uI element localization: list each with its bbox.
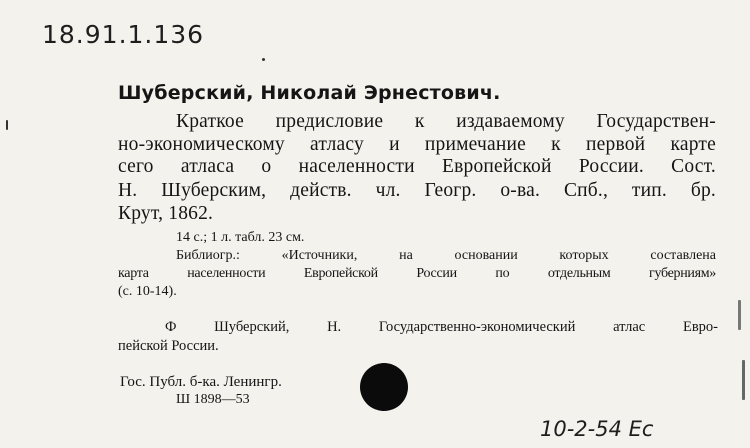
bibliography-text: карта населенности Европейской России по отдельным губерниям» [118, 266, 716, 281]
punch-hole [360, 363, 408, 411]
title-line [118, 134, 716, 156]
speck-mark [742, 360, 745, 400]
author-heading: Шуберский, Николай Эрнестович. [118, 82, 501, 104]
speck-mark [738, 300, 741, 330]
call-number: 18.91.1.136 [42, 20, 205, 49]
title-text: Краткое предисловие к издаваемому Государствен- [176, 111, 716, 132]
speck-mark [262, 58, 265, 61]
bibliography-note [176, 248, 716, 264]
speck-mark [6, 120, 8, 130]
reference-note: пейской России. [118, 338, 219, 354]
title-line [176, 111, 716, 133]
physical-description: 14 с.; 1 л. табл. 23 см. [176, 230, 305, 245]
library-stamp: Гос. Публ. б-ка. Ленингр. [120, 374, 282, 390]
title-text: Н. Шуберским, действ. чл. Геогр. о-ва. Спб., тип. бр. [118, 180, 716, 201]
bibliography-note: (с. 10-14). [118, 284, 177, 299]
title-line [118, 180, 716, 202]
bibliography-note [118, 266, 716, 282]
reference-text: Ф Шуберский, Н. Государственно-экономический атлас Евро- [165, 319, 718, 335]
title-line: Крут, 1862. [118, 203, 214, 224]
title-text: сего атласа о населенности Европейской России. Сост. [118, 156, 716, 177]
accession-note: 10-2-54 Ес [540, 417, 654, 441]
bibliography-text: Библиогр.: «Источники, на основании которых составлена [176, 248, 716, 263]
title-line [118, 156, 716, 178]
title-text: но-экономическому атласу и примечание к первой карте [118, 134, 716, 155]
reference-note [165, 319, 718, 336]
library-shelfmark: Ш 1898—53 [176, 392, 250, 407]
